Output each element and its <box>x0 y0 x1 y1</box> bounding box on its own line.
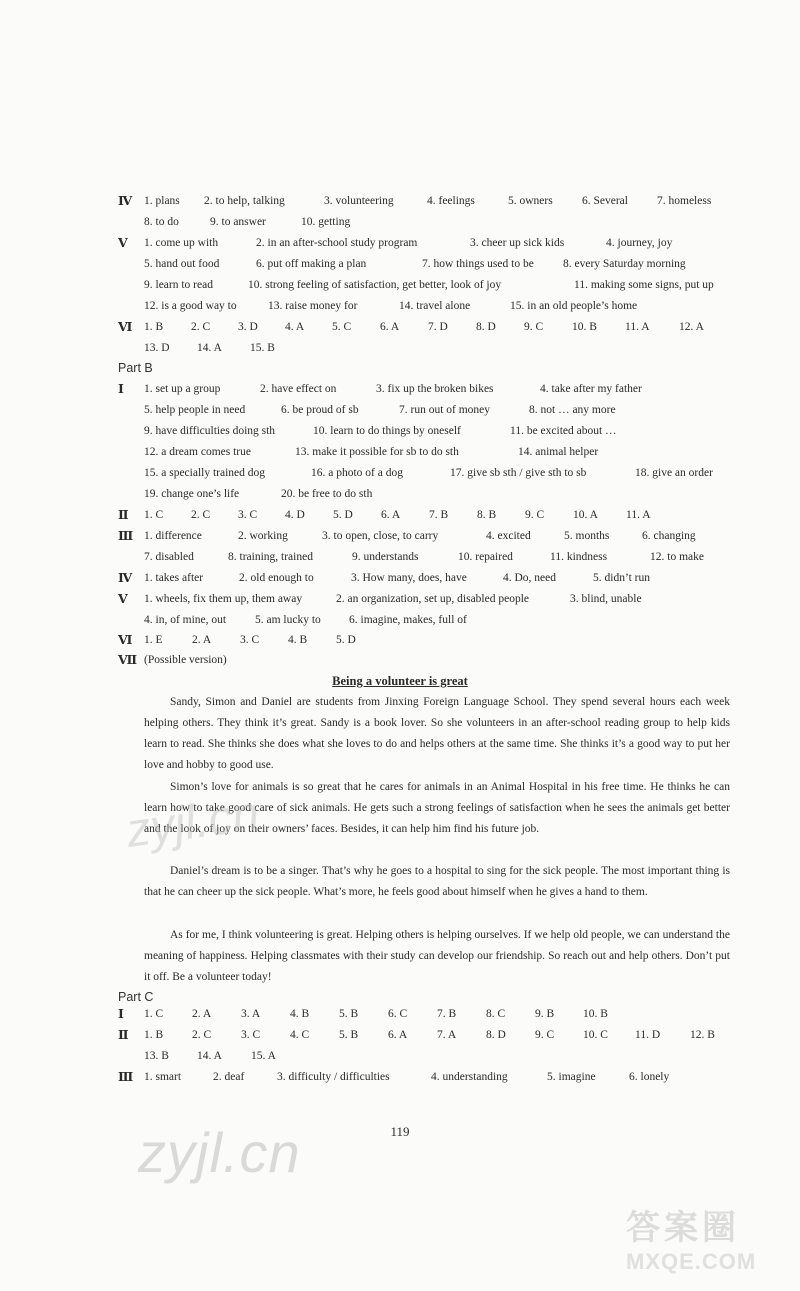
answer: 3. D <box>238 321 258 333</box>
answer: 8. D <box>476 321 496 333</box>
answer: 10. B <box>572 321 597 333</box>
roman-numeral: Ⅴ <box>118 592 128 606</box>
answer: 7. run out of money <box>399 404 491 416</box>
page-number: 119 <box>390 1124 410 1139</box>
answer: 17. give sb sth / give sth to sb <box>450 467 587 479</box>
answer: 5. owners <box>508 195 553 207</box>
answer-row <box>144 423 617 439</box>
answer: 3. C <box>241 1029 261 1041</box>
answer: 3. cheer up sick kids <box>470 237 565 249</box>
answer: 9. understands <box>352 551 419 563</box>
answer: 2. in an after-school study program <box>256 237 418 249</box>
answer: 8. D <box>486 1029 506 1041</box>
answer: 1. E <box>144 634 163 646</box>
answer: 11. making some signs, put up <box>574 279 714 291</box>
essay-paragraph: Daniel’s dream is to be a singer. That’s why he goes to a hospital to sing for the sick people. The most important thing is that he can cheer up the sick people. What’s more, he feels good about himself when he gives a hand to them. <box>144 865 730 898</box>
answer: 2. C <box>191 321 211 333</box>
answer: 2. C <box>192 1029 212 1041</box>
answer-row <box>144 570 650 586</box>
answer: 4. journey, joy <box>606 237 673 249</box>
answer: 2. to help, talking <box>204 195 285 207</box>
answer: 2. A <box>192 634 212 646</box>
answer: 8. training, trained <box>228 551 313 563</box>
answer: 1. takes after <box>144 572 204 584</box>
answer: 4. in, of mine, out <box>144 614 227 626</box>
answer: 15. a specially trained dog <box>144 467 266 479</box>
answer: 12. is a good way to <box>144 300 237 312</box>
answer: 10. B <box>583 1008 608 1020</box>
answer-row <box>144 465 713 481</box>
answer: 4. D <box>285 509 305 521</box>
answer: 4. excited <box>486 530 531 542</box>
answer-row <box>144 340 275 356</box>
answer: 8. every Saturday morning <box>563 258 686 270</box>
answer: 1. smart <box>144 1071 182 1083</box>
answer: 6. Several <box>582 195 628 207</box>
roman-numeral: Ⅵ <box>118 633 133 647</box>
answer: 12. to make <box>650 551 704 563</box>
answer: 9. learn to read <box>144 279 213 291</box>
answer: 10. learn to do things by oneself <box>313 425 461 437</box>
answer: 10. repaired <box>458 551 513 563</box>
answer-row <box>144 1006 608 1022</box>
answer: 5. months <box>564 530 610 542</box>
answer-row <box>144 193 711 209</box>
watermark-bottom: zyjl.cn <box>138 1121 301 1184</box>
watermark-mid: zyjl.cn <box>122 786 263 859</box>
answer-row <box>144 235 672 251</box>
answer: 2. C <box>191 509 211 521</box>
essay-title: Being a volunteer is great <box>332 674 468 688</box>
answer: 14. A <box>197 342 222 354</box>
answer-row <box>144 632 356 648</box>
answer: 7. disabled <box>144 551 194 563</box>
answer: 5. help people in need <box>144 404 246 416</box>
essay-paragraph: As for me, I think volunteering is great. Helping others is helping ourselves. If we help old people, we can understand the meaning of happiness. Helping classmates with their study can develop our friendship. So reach out and help others. Don’t put it off. Be a volunteer today! <box>144 929 730 983</box>
answer-row <box>144 612 467 628</box>
answer: 6. imagine, makes, full of <box>349 614 467 626</box>
answer: 9. C <box>525 509 545 521</box>
answer: 14. animal helper <box>518 446 599 458</box>
answer: 19. change one’s life <box>144 488 240 500</box>
answer: 1. wheels, fix them up, them away <box>144 593 303 605</box>
answer-row <box>144 256 686 272</box>
answer: 10. C <box>583 1029 608 1041</box>
answer-row <box>144 402 616 418</box>
answer: 10. getting <box>301 216 351 228</box>
answer-row <box>144 277 714 293</box>
roman-numeral: Ⅲ <box>118 1070 134 1084</box>
answer: 3. difficulty / difficulties <box>277 1071 390 1083</box>
answer: 13. raise money for <box>268 300 358 312</box>
answer: 4. feelings <box>427 195 475 207</box>
answer: 16. a photo of a dog <box>311 467 403 479</box>
answer-row <box>144 507 651 523</box>
roman-numeral: Ⅳ <box>118 571 133 585</box>
answer: 10. A <box>573 509 598 521</box>
answer: 5. D <box>333 509 353 521</box>
answer: 9. B <box>535 1008 555 1020</box>
answer-row <box>144 298 637 314</box>
answer: 1. C <box>144 509 164 521</box>
answer: 8. C <box>486 1008 506 1020</box>
answer: 1. set up a group <box>144 383 221 395</box>
answer: 8. to do <box>144 216 179 228</box>
answer-row <box>144 1048 276 1064</box>
answer-row <box>144 549 704 565</box>
answer: 7. homeless <box>657 195 712 207</box>
answer: 11. D <box>635 1029 661 1041</box>
answer: 2. have effect on <box>260 383 337 395</box>
answer: 5. didn’t run <box>593 572 650 584</box>
answer: 2. A <box>192 1008 212 1020</box>
answer: 11. A <box>626 509 651 521</box>
answer: 4. understanding <box>431 1071 508 1083</box>
answer: 7. A <box>437 1029 457 1041</box>
answer: 20. be free to do sth <box>281 488 373 500</box>
answer: 15. A <box>251 1050 276 1062</box>
answer-row <box>144 1069 669 1085</box>
answer: 3. How many, does, have <box>351 572 467 584</box>
answer: 13. D <box>144 342 170 354</box>
answer-row <box>144 528 696 544</box>
answer: 6. be proud of sb <box>281 404 359 416</box>
answer: 3. blind, unable <box>570 593 642 605</box>
answer: 1. difference <box>144 530 202 542</box>
answer: 3. to open, close, to carry <box>322 530 439 542</box>
roman-numeral: Ⅲ <box>118 529 134 543</box>
answer: 12. a dream comes true <box>144 446 251 458</box>
watermark-logo-top: 答案圈 <box>626 1208 740 1248</box>
answer: 13. B <box>144 1050 169 1062</box>
answer: 9. have difficulties doing sth <box>144 425 276 437</box>
roman-numeral: Ⅵ <box>118 320 133 334</box>
roman-numeral: Ⅰ <box>118 1007 124 1021</box>
answer-row <box>144 214 350 230</box>
essay-paragraph: Sandy, Simon and Daniel are students from Jinxing Foreign Language School. They spend several hours each week helping others. They think it’s great. Sandy is a book lover. So she volunteers in an after-school reading group to help kids learn to read. She thinks she does what she loves to do and helps others at the same time. She thinks it’s a good way to put her love and hobby to good use. <box>144 696 730 771</box>
answer: 13. make it possible for sb to do sth <box>295 446 459 458</box>
answer: 4. A <box>285 321 305 333</box>
answer: 5. am lucky to <box>255 614 321 626</box>
answer: 12. A <box>679 321 704 333</box>
answer: 4. C <box>290 1029 310 1041</box>
answer: 6. changing <box>642 530 696 542</box>
answer-row <box>144 444 598 460</box>
answer: 15. B <box>250 342 275 354</box>
answer: 1. come up with <box>144 237 219 249</box>
possible-version-note: (Possible version) <box>144 654 227 666</box>
answer: 7. B <box>437 1008 457 1020</box>
answer: 7. how things used to be <box>422 258 534 270</box>
roman-numeral: Ⅱ <box>118 1028 129 1042</box>
answer: 14. travel alone <box>399 300 471 312</box>
answer: 6. A <box>380 321 400 333</box>
answer: 11. A <box>625 321 650 333</box>
answer: 6. lonely <box>629 1071 670 1083</box>
answer: 3. volunteering <box>324 195 394 207</box>
answer: 7. B <box>429 509 449 521</box>
answer: 2. working <box>238 530 288 542</box>
answer-row <box>144 486 372 502</box>
answer: 4. B <box>290 1008 310 1020</box>
answer-row <box>144 381 642 397</box>
roman-numeral: Ⅰ <box>118 382 124 396</box>
answer: 9. C <box>524 321 544 333</box>
answer-row <box>144 1027 715 1043</box>
answer: 4. take after my father <box>540 383 642 395</box>
answer: 4. B <box>288 634 308 646</box>
answer: 3. A <box>241 1008 261 1020</box>
answer: 1. B <box>144 321 164 333</box>
answer: 8. B <box>477 509 497 521</box>
answer: 6. put off making a plan <box>256 258 367 270</box>
answer: 5. B <box>339 1029 359 1041</box>
answer: 5. C <box>332 321 352 333</box>
roman-numeral: Ⅶ <box>118 653 138 667</box>
roman-numeral: Ⅱ <box>118 508 129 522</box>
answer: 1. C <box>144 1008 164 1020</box>
answer: 3. C <box>240 634 260 646</box>
answer: 11. kindness <box>550 551 608 563</box>
answer: 1. plans <box>144 195 180 207</box>
answer: 1. B <box>144 1029 164 1041</box>
answer: 5. D <box>336 634 356 646</box>
answer: 12. B <box>690 1029 715 1041</box>
answer: 5. B <box>339 1008 359 1020</box>
answer: 4. Do, need <box>503 572 557 584</box>
answer: 2. old enough to <box>239 572 314 584</box>
answer: 14. A <box>197 1050 222 1062</box>
answer: 3. C <box>238 509 258 521</box>
answer: 6. A <box>388 1029 408 1041</box>
answer: 9. to answer <box>210 216 266 228</box>
roman-numeral: Ⅴ <box>118 236 128 250</box>
part-b-heading: Part B <box>118 361 153 375</box>
answer-row <box>144 319 704 335</box>
part-c-heading: Part C <box>118 990 154 1004</box>
watermark-logo <box>626 1200 776 1274</box>
answer-row <box>144 652 227 668</box>
answer: 15. in an old people’s home <box>510 300 638 312</box>
answer: 8. not … any more <box>529 404 616 416</box>
answer: 11. be excited about … <box>510 425 617 437</box>
answer: 9. C <box>535 1029 555 1041</box>
answer: 2. an organization, set up, disabled people <box>336 593 530 605</box>
answer: 6. C <box>388 1008 408 1020</box>
answer: 5. hand out food <box>144 258 220 270</box>
answer: 7. D <box>428 321 448 333</box>
answer: 3. fix up the broken bikes <box>376 383 494 395</box>
answer: 5. imagine <box>547 1071 596 1083</box>
answer: 2. deaf <box>213 1071 245 1083</box>
answer: 18. give an order <box>635 467 713 479</box>
watermark-logo-bottom: MXQE.COM <box>626 1249 757 1274</box>
answer: 6. A <box>381 509 401 521</box>
essay-paragraph: Simon’s love for animals is so great that he cares for animals in an Animal Hospital in his free time. He thinks he can learn how to take good care of sick animals. He gets such a strong feelings of satisfaction when he sees the animals get better and the look of joy on their owners’ faces. Besides, it can help him find his future job. <box>144 781 730 835</box>
roman-numeral: Ⅳ <box>118 194 133 208</box>
answer-row <box>144 591 642 607</box>
answer: 10. strong feeling of satisfaction, get better, look of joy <box>248 279 502 291</box>
